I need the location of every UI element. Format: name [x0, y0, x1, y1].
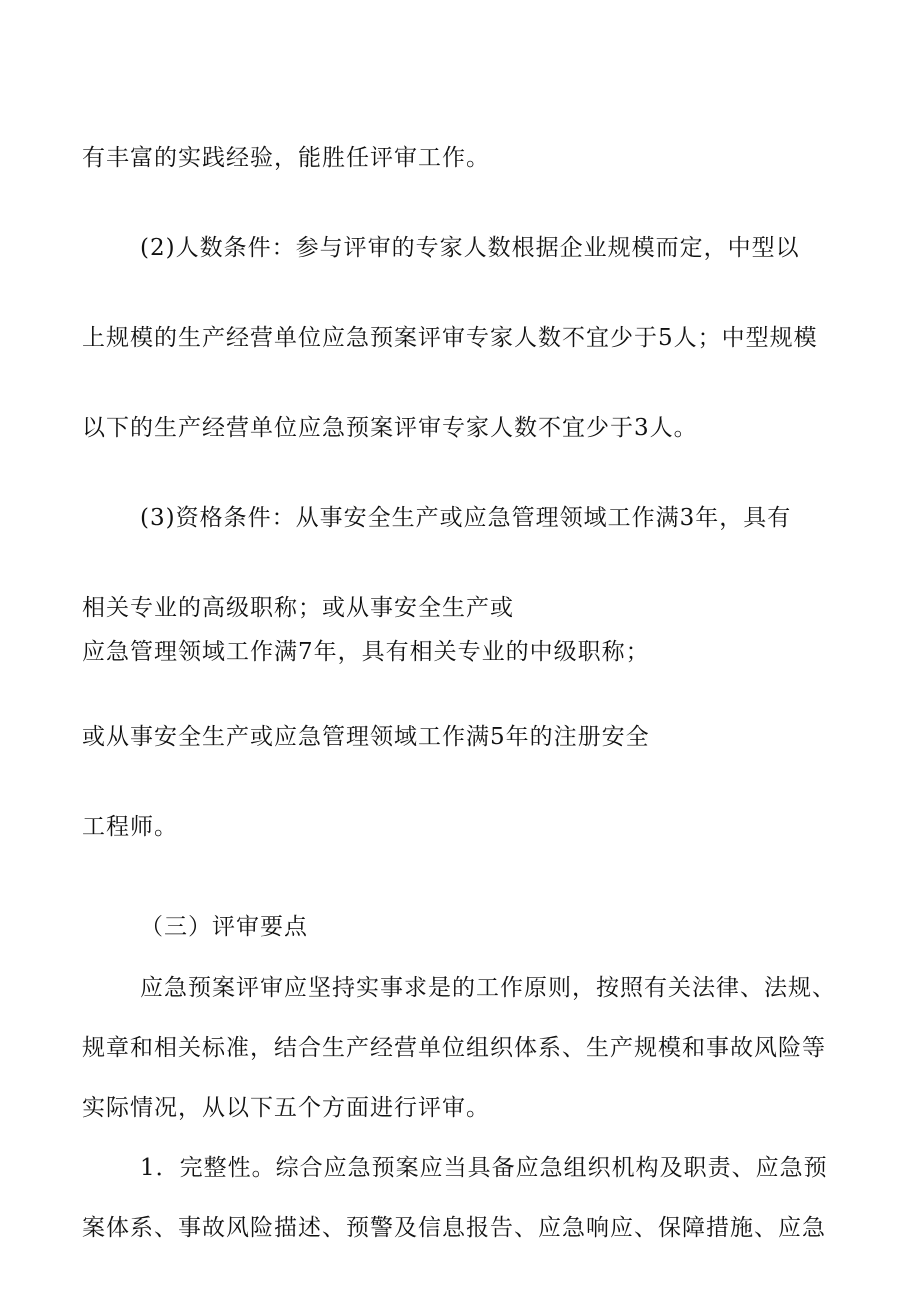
paragraph-line: 规章和相关标准，结合生产经营单位组织体系、生产规模和事故风险等 — [82, 1035, 826, 1061]
section-heading: （三）评审要点 — [140, 914, 308, 940]
paragraph-line: 实际情况，从以下五个方面进行评审。 — [82, 1095, 490, 1121]
paragraph-line: 工程师。 — [82, 814, 178, 840]
paragraph-line: 案体系、事故风险描述、预警及信息报告、应急响应、保障措施、应急 — [82, 1215, 826, 1241]
paragraph-line: 有丰富的实践经验，能胜任评审工作。 — [82, 145, 490, 171]
paragraph-line: 或从事安全生产或应急管理领域工作满5年的注册安全 — [82, 724, 650, 750]
paragraph-line: 应急管理领域工作满7年，具有相关专业的中级职称； — [82, 639, 650, 665]
paragraph-line: 以下的生产经营单位应急预案评审专家人数不宜少于3人。 — [82, 415, 698, 441]
paragraph-line: 上规模的生产经营单位应急预案评审专家人数不宜少于5人；中型规模 — [82, 325, 818, 351]
paragraph-line: 1．完整性。综合应急预案应当具备应急组织机构及职责、应急预 — [140, 1155, 828, 1181]
paragraph-line: (3)资格条件：从事安全生产或应急管理领域工作满3年，具有 — [140, 505, 792, 531]
paragraph-line: 应急预案评审应坚持实事求是的工作原则，按照有关法律、法规、 — [140, 975, 836, 1001]
paragraph-line: 相关专业的高级职称；或从事安全生产或 — [82, 595, 514, 621]
paragraph-line: (2)人数条件：参与评审的专家人数根据企业规模而定，中型以 — [140, 235, 800, 261]
